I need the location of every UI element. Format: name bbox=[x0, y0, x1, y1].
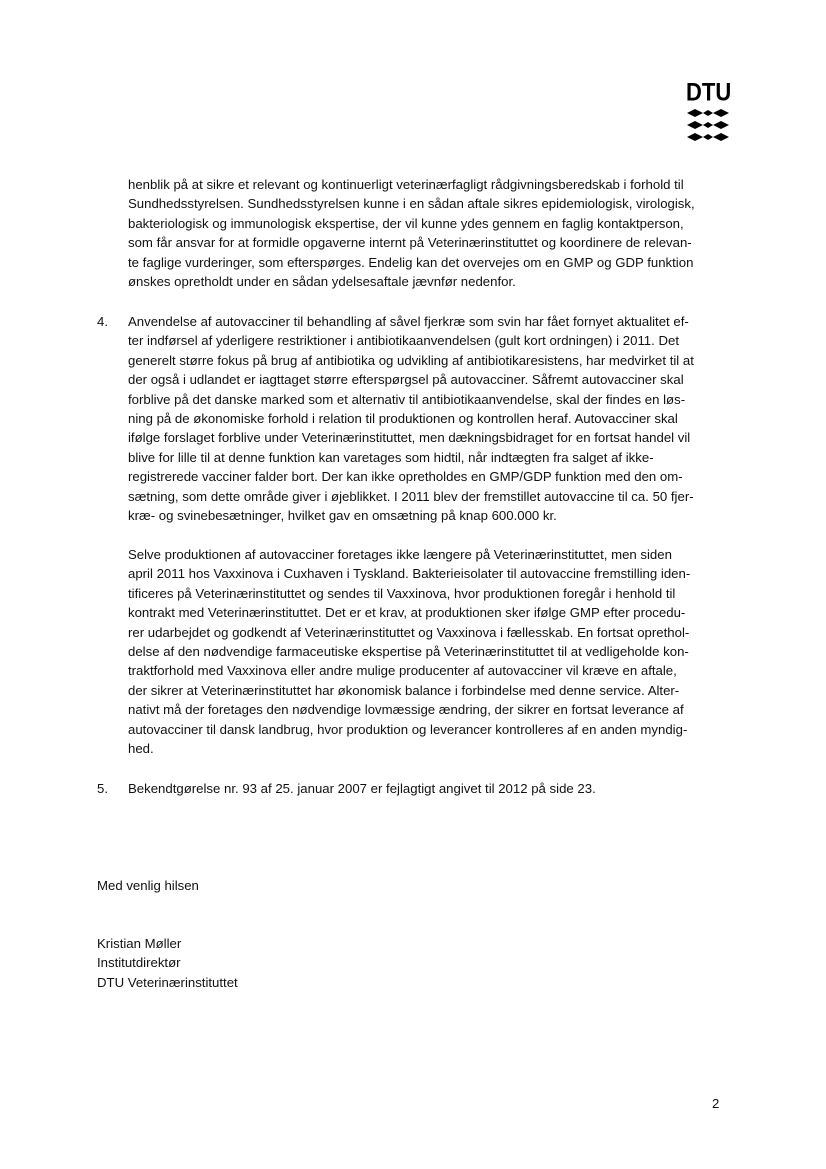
text-line: rer udarbejdet og godkendt af Veterinærinstituttet og Vaxxinova i fællesskab. En fortsat oprethol- bbox=[128, 624, 690, 640]
text-line: generelt større fokus på brug af antibiotika og udvikling af antibiotikaresistens, har medvirket til at bbox=[128, 352, 694, 368]
item-4-paragraph-1 bbox=[128, 312, 694, 525]
dtu-logo bbox=[686, 77, 732, 144]
text-line: ifølge forslaget forblive under Veterinærinstituttet, men dækningsbidraget for en fortsat handel vil bbox=[128, 430, 691, 446]
text-line: som får ansvar for at formidle opgaverne internt på Veterinærinstituttet og koordinere de relevan- bbox=[128, 235, 692, 251]
signer-name: Kristian Møller bbox=[97, 936, 182, 951]
logo-wave-icon bbox=[686, 108, 730, 144]
text-line: der også i udlandet er iagttaget større efterspørgsel på autovacciner. Såfremt autovacciner skal bbox=[128, 372, 684, 388]
text-line: bakteriologisk og immunologisk ekspertise, der vil kunne ydes gennem en faglig kontaktperson, bbox=[128, 215, 684, 231]
text-line: delse af den nødvendige farmaceutiske ekspertise på Veterinærinstituttet til at vedligeholde kon- bbox=[128, 644, 689, 660]
greeting-text: Med venlig hilsen bbox=[97, 878, 199, 893]
text-line: ning på de økonomiske forhold i relation til produktionen og kontrollen heraf. Autovacciner skal bbox=[128, 411, 678, 427]
text-line: ønskes opretholdt under en sådan ydelsesaftale jævnfør nedenfor. bbox=[128, 274, 516, 290]
signer-title: Institutdirektør bbox=[97, 955, 181, 971]
text-line: kontrakt med Veterinærinstituttet. Det er et krav, at produktionen sker ifølge GMP efter procedu- bbox=[128, 605, 686, 621]
text-line: traktforhold med Vaxxinova eller andre mulige producenter af autovacciner vil kræve en aftale, bbox=[128, 663, 677, 679]
item-4-paragraph-2 bbox=[128, 545, 690, 758]
text-line: henblik på at sikre et relevant og kontinuerligt veterinærfagligt rådgivningsberedskab i forhold til bbox=[128, 177, 684, 192]
text-line: autovacciner til dansk landbrug, hvor produktion og leverancer kontrolleres af en anden myndig- bbox=[128, 721, 688, 737]
text-line: Anvendelse af autovacciner til behandling af såvel fjerkræ som svin har fået fornyet aktualitet ef- bbox=[128, 314, 689, 329]
text-line: Sundhedsstyrelsen. Sundhedsstyrelsen kunne i en sådan aftale sikres epidemiologisk, virologisk, bbox=[128, 196, 695, 212]
text-line: Bekendtgørelse nr. 93 af 25. januar 2007 er fejlagtigt angivet til 2012 på side 23. bbox=[128, 781, 596, 796]
logo-text: DTU bbox=[686, 77, 732, 107]
item-5-number: 5. bbox=[97, 781, 108, 796]
text-line: tificeres på Veterinærinstituttet og sendes til Vaxxinova, hvor produktionen foregår i henhold til bbox=[128, 585, 676, 601]
text-line: forblive på det danske marked som et alternativ til antibiotikaanvendelse, skal der findes en løs- bbox=[128, 391, 686, 407]
text-line: der sikrer at Veterinærinstituttet har økonomisk balance i forbindelse med denne service. Alter- bbox=[128, 682, 680, 698]
item-5-paragraph bbox=[128, 779, 596, 798]
page-number: 2 bbox=[712, 1096, 720, 1111]
item-4-number: 4. bbox=[97, 314, 108, 329]
text-line: nativt må der foretages den nødvendige lovmæssige ændring, der sikrer en fortsat leverance af bbox=[128, 702, 684, 718]
intro-paragraph bbox=[128, 175, 695, 291]
signer-organization: DTU Veterinærinstituttet bbox=[97, 974, 238, 990]
text-line: te faglige vurderinger, som efterspørges. Endelig kan det overvejes om en GMP og GDP funktion bbox=[128, 254, 694, 270]
text-line: ter indførsel af yderligere restriktioner i antibiotikaanvendelsen (gult kort ordningen) i 2011. Det bbox=[128, 333, 679, 349]
closing-greeting bbox=[97, 876, 199, 895]
signature-block bbox=[97, 934, 238, 992]
text-line: sætning, som dette område giver i øjeblikket. I 2011 blev der fremstillet autovaccine til ca. 50 fjer- bbox=[128, 488, 694, 504]
text-line: hed. bbox=[128, 741, 154, 757]
text-line: kræ- og svinebesætninger, hvilket gav en omsætning på knap 600.000 kr. bbox=[128, 508, 557, 524]
text-line: april 2011 hos Vaxxinova i Cuxhaven i Tyskland. Bakterieisolater til autovaccine fremstilling iden- bbox=[128, 566, 691, 582]
text-line: registrerede vacciner falder bort. Der kan ikke opretholdes en GMP/GDP funktion med den om- bbox=[128, 469, 683, 485]
text-line: Selve produktionen af autovacciner foretages ikke længere på Veterinærinstituttet, men siden bbox=[128, 547, 672, 562]
text-line: blive for lille til at denne funktion kan varetages som hidtil, når indtægten fra salget af ikke- bbox=[128, 449, 654, 465]
